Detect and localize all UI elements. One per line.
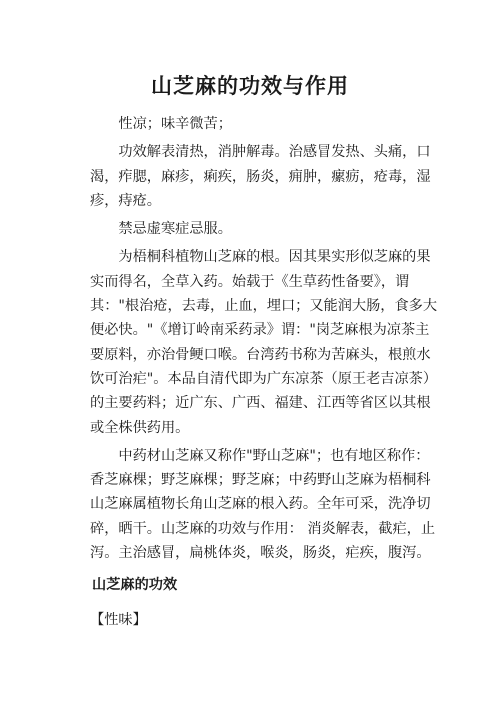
paragraph-contraindication: 禁忌虚寒症忌服。 <box>118 221 232 238</box>
page-title: 山芝麻的功效与作用 <box>151 73 349 98</box>
paragraph-nature: 性凉；味辛微苦； <box>118 116 232 132</box>
paragraph-aliases: 中药材山芝麻又称作"野山芝麻"；也有地区称作：香芝麻棵；野芝麻棵；野芝麻；中药野山芝麻为梧桐科山芝麻属植物长角山芝麻的根入药。全年可采，洗净切碎，晒干。山芝麻的功效与作用： 消炎解表，截疟，止泻。主治感冒，扁桃体炎，喉炎，肠炎，疟疾，腹泻。 <box>90 447 436 562</box>
body-text <box>90 112 440 565</box>
subsection-heading: 【性味】 <box>90 612 147 628</box>
paragraph-efficacy: 功效解表清热，消肿解毒。治感冒发热、头痛，口渴，痄腮，麻疹，痢疾，肠炎，痈肿，瘰疬，疮毒，湿疹，痔疮。 <box>90 144 431 209</box>
paragraph-origin: 为梧桐科植物山芝麻的根。因其果实形似芝麻的果实而得名，全草入药。始载于《生草药性备要》，谓其："根治疮，去毒，止血，埋口；又能润大肠，食多大便必快。"《增订岭南采药录》谓："岗芝麻根为凉茶主要原料，亦治骨鲠口喉。台湾药书称为苦麻头，根煎水饮可治疟"。本品自清代即为广东凉茶（原王老吉凉茶）的主要药料；近广东、广西、福建、江西等省区以其根或全株供药用。 <box>90 249 438 436</box>
section-heading: 山芝麻的功效 <box>92 577 178 593</box>
